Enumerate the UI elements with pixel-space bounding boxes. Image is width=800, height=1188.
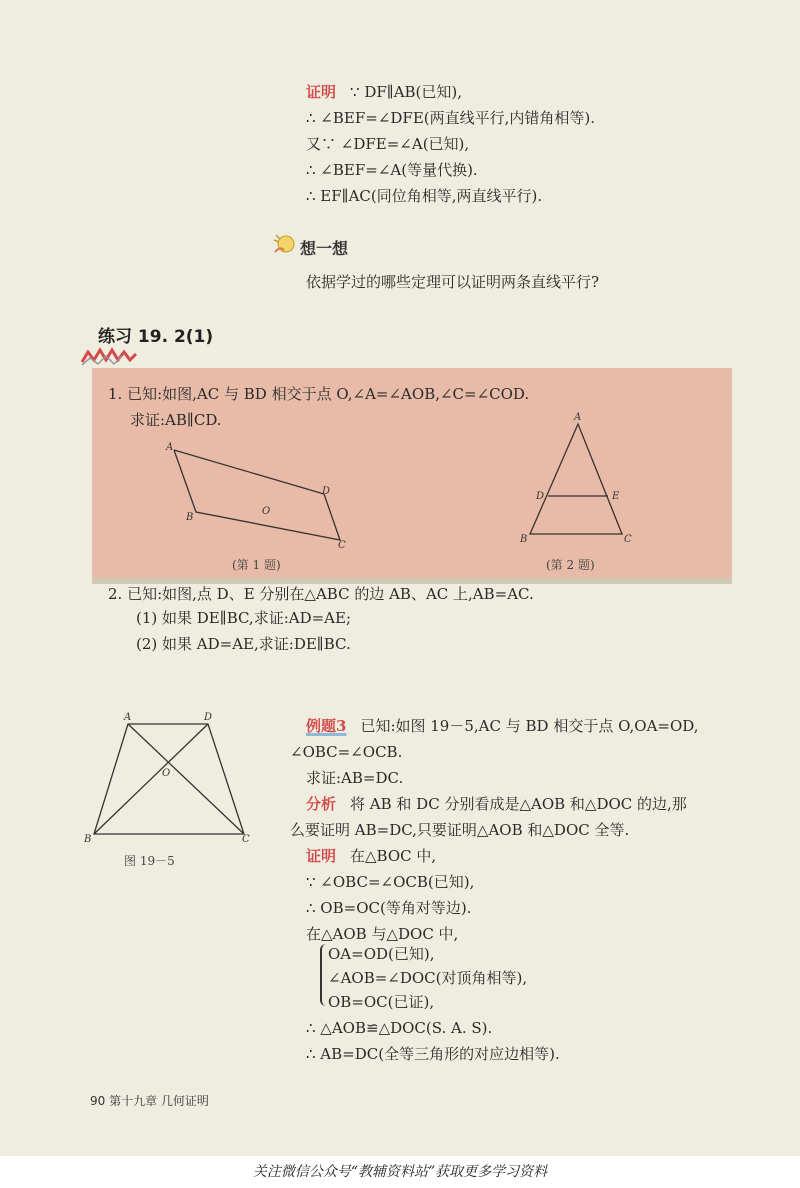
f2-label-B: B — [520, 534, 528, 545]
caption-q2: (第 2 题) — [546, 558, 595, 572]
f3-label-D: D — [204, 712, 213, 723]
proof1-text1: ∵ DF∥AB(已知), — [350, 83, 463, 101]
f1-label-A: A — [166, 442, 174, 453]
proof1-label: 证明 — [306, 83, 337, 101]
proof1-line3: 又∵ ∠DFE=∠A(已知), — [306, 135, 470, 153]
zigzag-decoration-icon — [80, 344, 140, 366]
think-bulb-icon — [272, 232, 298, 258]
ex3-proof-line — [306, 846, 436, 866]
ex3-analysis — [306, 794, 687, 814]
exercise-heading: 练习 19. 2(1) — [98, 327, 214, 347]
proof1-line1 — [306, 82, 462, 102]
ex3-line14: ∴ AB=DC(全等三角形的对应边相等). — [306, 1045, 560, 1063]
ex3-text4: 将 AB 和 DC 分别看成是△AOB 和△DOC 的边,那 — [350, 795, 687, 813]
f3-label-A: A — [124, 712, 132, 723]
ex3-label: 例题3 — [306, 717, 347, 735]
q2-line1: 2. 已知:如图,点 D、E 分别在△ABC 的边 AB、AC 上,AB=AC. — [108, 585, 534, 603]
f2-label-C: C — [624, 534, 632, 545]
ex3-line11: ∠AOB=∠DOC(对顶角相等), — [328, 969, 528, 987]
q1-line1: 1. 已知:如图,AC 与 BD 相交于点 O,∠A=∠AOB,∠C=∠COD. — [108, 385, 530, 403]
f3-label-O: O — [162, 768, 171, 779]
caption-fig-19-5: 图 19－5 — [124, 854, 175, 868]
ex3-line5: 么要证明 AB=DC,只要证明△AOB 和△DOC 全等. — [290, 821, 630, 839]
proof1-line2: ∴ ∠BEF=∠DFE(两直线平行,内错角相等). — [306, 109, 596, 127]
f2-label-A: A — [574, 412, 582, 423]
ex3-line13: ∴ △AOB≌△DOC(S. A. S). — [306, 1019, 493, 1037]
page-footer: 90 第十九章 几何证明 — [90, 1094, 209, 1108]
f1-label-C: C — [338, 540, 346, 551]
f2-label-E: E — [612, 491, 620, 502]
f3-label-C: C — [242, 834, 250, 845]
q1-line2: 求证:AB∥CD. — [130, 411, 222, 429]
ex3-line3: 求证:AB=DC. — [306, 769, 404, 787]
f2-label-D: D — [536, 491, 545, 502]
ex3-text1: 已知:如图 19－5,AC 与 BD 相交于点 O,OA=OD, — [360, 717, 699, 735]
q2-line3: (2) 如果 AD=AE,求证:DE∥BC. — [136, 635, 351, 653]
ex3-line9: 在△AOB 与△DOC 中, — [306, 925, 459, 943]
ex3-line12: OB=OC(已证), — [328, 993, 435, 1011]
figure-q1 — [160, 436, 360, 556]
ex3-line7: ∵ ∠OBC=∠OCB(已知), — [306, 873, 475, 891]
ex3-text6: 在△BOC 中, — [350, 847, 437, 865]
caption-q1: (第 1 题) — [232, 558, 281, 572]
figure-19-5 — [84, 710, 264, 850]
proof1-line5: ∴ EF∥AC(同位角相等,两直线平行). — [306, 187, 543, 205]
f1-label-O: O — [262, 506, 271, 517]
ex3-proof-label: 证明 — [306, 847, 337, 865]
q2-line2: (1) 如果 DE∥BC,求证:AD=AE; — [136, 609, 352, 627]
ex3-line2: ∠OBC=∠OCB. — [290, 743, 403, 761]
bottom-watermark-note: 关注微信公众号“教辅资料站”获取更多学习资料 — [0, 1156, 800, 1188]
think-title: 想一想 — [300, 239, 349, 258]
f3-label-B: B — [84, 834, 92, 845]
ex3-line8: ∴ OB=OC(等角对等边). — [306, 899, 472, 917]
figure-q2 — [516, 408, 636, 548]
f1-label-D: D — [322, 486, 331, 497]
think-text: 依据学过的哪些定理可以证明两条直线平行? — [306, 273, 600, 291]
ex3-line1 — [306, 716, 699, 736]
f1-label-B: B — [186, 512, 194, 523]
analysis-label: 分析 — [306, 795, 337, 813]
proof1-line4: ∴ ∠BEF=∠A(等量代换). — [306, 161, 478, 179]
ex3-line10: OA=OD(已知), — [328, 945, 435, 963]
